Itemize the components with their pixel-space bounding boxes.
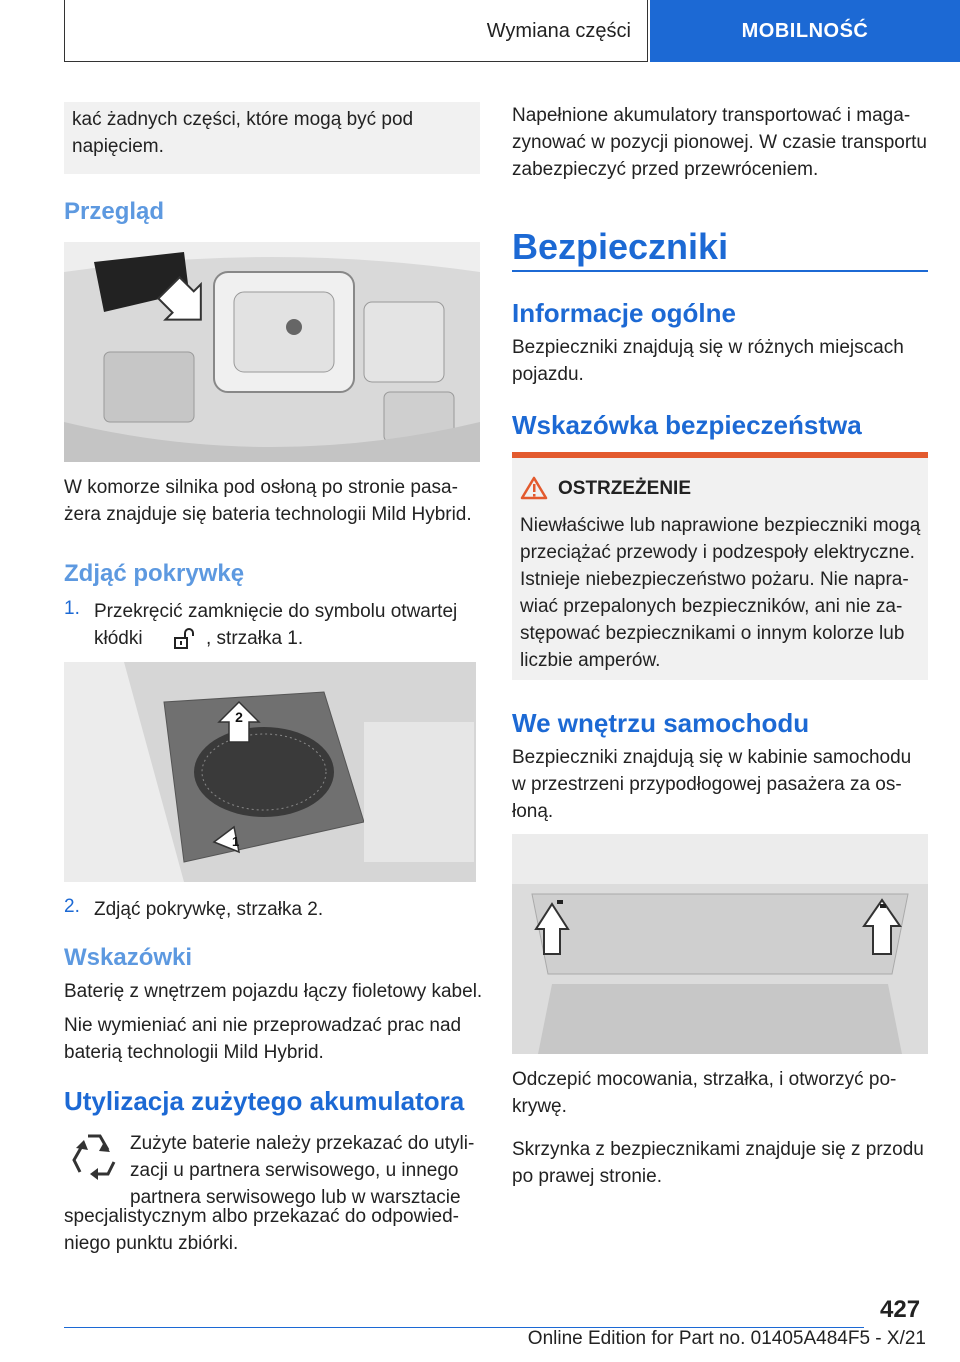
- bezpieczniki-heading: Bezpieczniki: [512, 226, 729, 267]
- chapter-tab[interactable]: MOBILNOŚĆ: [650, 0, 960, 62]
- top-note-box: [64, 102, 480, 174]
- fuse-location-paragraph: Skrzynka z bezpiecznikami znajduje się z przodu po prawej stronie.: [512, 1139, 924, 1187]
- przeglad-heading: Przegląd: [64, 198, 165, 225]
- engine-overview-photo: [64, 242, 480, 462]
- heading-rule: [512, 270, 928, 272]
- page-number: 427: [880, 1296, 921, 1323]
- header-frame: [64, 0, 648, 62]
- arrow-label-1: 1: [232, 834, 240, 849]
- wskazowki-paragraph-2: Nie wymieniać ani nie przeprowadzać prac nad baterią technologii Mild Hybrid.: [64, 1015, 462, 1063]
- safety-heading: Wskazówka bezpieczeństwa: [512, 410, 862, 440]
- step-1-text-a: Przekręcić zamknięcie do symbolu otwartej: [94, 601, 458, 622]
- step-2-text: Zdjąć pokrywkę, strzałka 2.: [94, 899, 324, 920]
- przeglad-paragraph: W komorze silnika pod osłoną po stronie pasa-żera znajduje się bateria technologii Mild Hybrid.: [64, 477, 472, 525]
- recycling-icon: [66, 1128, 122, 1189]
- section-title: Wymiana części: [486, 20, 631, 42]
- footer-edition: Online Edition for Part no. 01405A484F5 - X/21: [527, 1328, 926, 1349]
- interior-heading: We wnętrzu samochodu: [512, 708, 810, 738]
- battery-cover-photo: [64, 662, 476, 882]
- warning-label: OSTRZEŻENIE: [558, 478, 692, 499]
- warning-triangle-icon: [520, 476, 548, 505]
- interior-paragraph: Bezpieczniki znajdują się w kabinie samochodu w przestrzeni przypodłogowej pasażera za os-łoną.: [512, 747, 912, 822]
- info-heading: Informacje ogólne: [512, 298, 736, 328]
- open-padlock-icon: [172, 628, 200, 655]
- step-1-number: 1.: [64, 598, 80, 619]
- warning-box: [512, 458, 928, 680]
- fuse-cover-photo: [512, 834, 928, 1054]
- info-paragraph: Bezpieczniki znajdują się w różnych miejscach pojazdu.: [512, 337, 904, 385]
- utylizacja-paragraph-b: specjalistycznym albo przekazać do odpowied-niego punktu zbiórki.: [64, 1206, 459, 1254]
- utylizacja-heading: Utylizacja zużytego akumulatora: [64, 1086, 465, 1116]
- utylizacja-paragraph-a: Zużyte baterie należy przekazać do utyli-zacji u partnera serwisowego, u innego partnera serwisowego lub w warsztacie: [130, 1133, 475, 1208]
- arrow-label-2: 2: [235, 709, 243, 725]
- transport-paragraph: Napełnione akumulatory transportować i maga-zynować w pozycji pionowej. W czasie transportu zabezpieczyć przed przewróceniem.: [512, 105, 928, 180]
- wskazowki-paragraph-1: Baterię z wnętrzem pojazdu łączy fioletowy kabel.: [64, 981, 483, 1002]
- photo-caption: Odczepić mocowania, strzałka, i otworzyć po-krywę.: [512, 1069, 897, 1117]
- warning-text: Niewłaściwe lub naprawione bezpieczniki mogą przeciążać przewody i podzespoły elektryczne. Istnieje niebezpieczeństwo pożaru. Nie napra-wiać przepalonych bezpieczników, ani nie za-stępować bezpiecznikami o innym kolorze lub liczbie amperów.: [520, 515, 921, 671]
- wskazowki-heading: Wskazówki: [64, 944, 193, 971]
- step-1-text-b: kłódki: [94, 628, 143, 649]
- pokrywka-heading: Zdjąć pokrywkę: [64, 560, 245, 587]
- step-1-text-c: , strzałka 1.: [206, 628, 304, 649]
- top-note-text: kać żadnych części, które mogą być pod napięciem.: [72, 109, 414, 157]
- step-2-number: 2.: [64, 896, 80, 917]
